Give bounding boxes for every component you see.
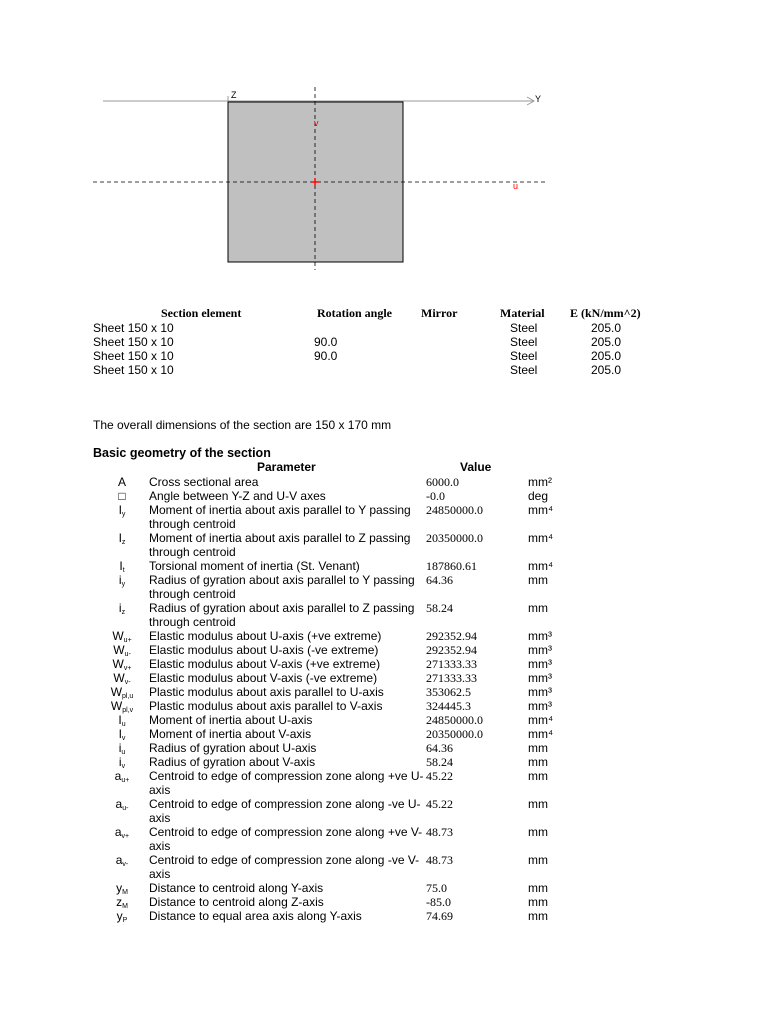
symbol-main: I [118, 531, 122, 545]
property-value: 45.22 [426, 797, 453, 811]
property-value: 292352.94 [426, 643, 477, 657]
property-unit: mm⁴ [528, 531, 554, 545]
element-material: Steel [510, 349, 538, 363]
property-symbol [110, 503, 134, 518]
property-value: -85.0 [426, 895, 451, 909]
symbol-main: i [118, 755, 122, 769]
property-symbol [110, 657, 134, 672]
property-unit: mm³ [528, 699, 552, 713]
property-description: Torsional moment of inertia (St. Venant) [149, 559, 360, 573]
property-unit: mm [528, 853, 548, 867]
symbol-main: a [115, 797, 123, 811]
header-mirror: Mirror [421, 306, 458, 320]
symbol-subscript: t [122, 567, 125, 574]
property-description: Distance to equal area axis along Y-axis [149, 909, 362, 923]
symbol-main: a [115, 853, 123, 867]
symbol-subscript: u+ [121, 777, 130, 784]
table-row [93, 335, 653, 349]
symbol-subscript: y [121, 511, 126, 518]
symbol-main: A [117, 475, 126, 489]
table-row [93, 349, 653, 363]
symbol-main: a [114, 769, 122, 783]
element-e: 205.0 [591, 363, 622, 377]
property-symbol [110, 853, 134, 868]
element-rotation: 90.0 [314, 335, 338, 349]
element-e: 205.0 [591, 321, 622, 335]
symbol-main: I [119, 559, 123, 573]
symbol-subscript: u- [124, 651, 131, 658]
property-description: Angle between Y-Z and U-V axes [149, 489, 326, 503]
element-rotation: 90.0 [314, 349, 338, 363]
symbol-subscript: v+ [121, 833, 130, 840]
property-symbol [110, 685, 134, 700]
symbol-main: I [118, 727, 122, 741]
basic-geometry-title: Basic geometry of the section [93, 446, 271, 460]
symbol-subscript: z [121, 609, 126, 616]
property-symbol [110, 601, 134, 616]
property-description: Radius of gyration about axis parallel to Z passing through centroid [149, 601, 415, 629]
property-symbol [110, 769, 134, 784]
property-unit: mm³ [528, 629, 552, 643]
property-unit: mm [528, 769, 548, 783]
property-description: Radius of gyration about V-axis [149, 755, 316, 769]
table-row [93, 363, 653, 377]
property-value: 324445.3 [426, 699, 471, 713]
symbol-main: W [113, 643, 125, 657]
property-description: Distance to centroid along Y-axis [149, 881, 324, 895]
property-unit: mm³ [528, 671, 552, 685]
property-unit: mm⁴ [528, 559, 554, 573]
symbol-subscript: v- [122, 861, 129, 868]
property-unit: mm [528, 881, 548, 895]
property-description: Centroid to edge of compression zone along -ve U-axis [149, 797, 421, 825]
symbol-main: z [116, 895, 123, 909]
property-description: Moment of inertia about U-axis [149, 713, 313, 727]
symbol-subscript: v+ [123, 665, 132, 672]
property-value: 20350000.0 [426, 531, 483, 545]
property-value: 292352.94 [426, 629, 477, 643]
property-symbol [110, 629, 134, 644]
property-value: 75.0 [426, 881, 447, 895]
property-description: Centroid to edge of compression zone along +ve U-axis [149, 769, 424, 797]
property-description: Elastic modulus about U-axis (-ve extreme) [149, 643, 379, 657]
element-name: Sheet 150 x 10 [93, 363, 174, 377]
property-unit: mm [528, 797, 548, 811]
property-unit: mm⁴ [528, 713, 554, 727]
property-symbol [110, 713, 134, 728]
property-unit: mm³ [528, 643, 552, 657]
property-description: Plastic modulus about axis parallel to U-axis [149, 685, 384, 699]
property-description: Moment of inertia about V-axis [149, 727, 312, 741]
property-value: 353062.5 [426, 685, 471, 699]
section-diagram [0, 0, 768, 300]
symbol-main: i [118, 601, 122, 615]
property-description: Plastic modulus about axis parallel to V-axis [149, 699, 383, 713]
property-symbol [110, 727, 134, 742]
property-value: 271333.33 [426, 671, 477, 685]
axis-v-label: v [314, 118, 319, 128]
symbol-subscript: u- [122, 805, 129, 812]
element-material: Steel [510, 321, 538, 335]
elements-table-header [93, 306, 653, 321]
property-description: Centroid to edge of compression zone along -ve V-axis [149, 853, 420, 881]
property-value: 24850000.0 [426, 503, 483, 517]
property-symbol [110, 741, 134, 756]
symbol-subscript: P [122, 917, 128, 924]
property-unit: deg [528, 489, 549, 503]
property-symbol [110, 909, 134, 924]
section-elements-table [93, 306, 653, 377]
property-value: 187860.61 [426, 559, 477, 573]
axis-y-label: Y [535, 94, 542, 104]
property-symbol [110, 671, 134, 686]
symbol-subscript: M [122, 889, 128, 896]
property-value: 48.73 [426, 825, 453, 839]
header-material: Material [500, 306, 545, 320]
property-unit: mm [528, 895, 548, 909]
property-symbol [110, 643, 134, 658]
element-e: 205.0 [591, 349, 622, 363]
symbol-subscript: pl,u [122, 693, 134, 700]
table-row [93, 321, 653, 335]
property-description: Moment of inertia about axis parallel to Y passing through centroid [149, 503, 411, 531]
symbol-main: W [110, 699, 123, 713]
property-symbol [110, 489, 134, 504]
symbol-subscript: u [121, 721, 126, 728]
element-material: Steel [510, 363, 538, 377]
value-header: Value [460, 460, 492, 474]
property-description: Elastic modulus about U-axis (+ve extreme) [149, 629, 382, 643]
symbol-main: I [118, 503, 122, 517]
element-material: Steel [510, 335, 538, 349]
symbol-subscript: u [121, 749, 126, 756]
property-value: 6000.0 [426, 475, 459, 489]
property-value: 48.73 [426, 853, 453, 867]
symbol-main: I [118, 713, 122, 727]
property-symbol [110, 531, 134, 546]
property-description: Radius of gyration about U-axis [149, 741, 317, 755]
property-value: 45.22 [426, 769, 453, 783]
property-description: Radius of gyration about axis parallel to Y passing through centroid [149, 573, 415, 601]
property-unit: mm [528, 601, 548, 615]
property-value: 24850000.0 [426, 713, 483, 727]
property-value: 64.36 [426, 741, 453, 755]
property-value: -0.0 [426, 489, 445, 503]
symbol-main: a [114, 825, 122, 839]
element-e: 205.0 [591, 335, 622, 349]
element-name: Sheet 150 x 10 [93, 349, 174, 363]
symbol-subscript: pl,v [122, 707, 134, 714]
property-symbol [110, 559, 134, 574]
property-value: 58.24 [426, 755, 453, 769]
property-description: Moment of inertia about axis parallel to Z passing through centroid [149, 531, 411, 559]
property-description: Cross sectional area [149, 475, 259, 489]
property-symbol [110, 755, 134, 770]
property-unit: mm [528, 573, 548, 587]
element-name: Sheet 150 x 10 [93, 321, 174, 335]
property-unit: mm [528, 755, 548, 769]
symbol-subscript: z [121, 539, 126, 546]
property-description: Elastic modulus about V-axis (-ve extreme) [149, 671, 378, 685]
property-unit: mm² [528, 475, 552, 489]
property-description: Distance to centroid along Z-axis [149, 895, 324, 909]
property-symbol [110, 699, 134, 714]
symbol-main: □ [118, 489, 126, 503]
property-unit: mm³ [528, 657, 552, 671]
symbol-subscript: v- [124, 679, 131, 686]
property-value: 58.24 [426, 601, 453, 615]
header-e-modulus: E (kN/mm^2) [570, 306, 641, 320]
property-symbol [110, 895, 134, 910]
property-unit: mm³ [528, 685, 552, 699]
parameter-header: Parameter [257, 460, 316, 474]
element-name: Sheet 150 x 10 [93, 335, 174, 349]
overall-dimensions-text: The overall dimensions of the section are 150 x 170 mm [93, 418, 392, 432]
symbol-main: W [110, 685, 123, 699]
symbol-subscript: v [121, 763, 126, 770]
property-description: Elastic modulus about V-axis (+ve extreme) [149, 657, 381, 671]
symbol-main: W [112, 629, 124, 643]
property-unit: mm [528, 825, 548, 839]
symbol-main: y [116, 909, 123, 923]
symbol-main: y [116, 881, 123, 895]
property-description: Centroid to edge of compression zone along +ve V-axis [149, 825, 423, 853]
property-value: 74.69 [426, 909, 453, 923]
property-symbol [110, 797, 134, 812]
axis-u-label: u [513, 181, 519, 191]
symbol-main: W [113, 671, 125, 685]
property-symbol [110, 825, 134, 840]
property-unit: mm⁴ [528, 503, 554, 517]
header-rotation-angle: Rotation angle [317, 306, 392, 320]
property-unit: mm [528, 909, 548, 923]
header-section-element: Section element [161, 306, 242, 320]
symbol-main: W [112, 657, 124, 671]
property-unit: mm [528, 741, 548, 755]
property-value: 271333.33 [426, 657, 477, 671]
symbol-main: i [118, 741, 122, 755]
symbol-subscript: M [122, 903, 128, 910]
property-symbol [110, 881, 134, 896]
property-value: 20350000.0 [426, 727, 483, 741]
property-symbol [110, 573, 134, 588]
property-value: 64.36 [426, 573, 453, 587]
property-unit: mm⁴ [528, 727, 554, 741]
symbol-subscript: u+ [123, 637, 132, 644]
symbol-subscript: y [121, 581, 126, 588]
axis-z-label: Z [231, 90, 237, 100]
symbol-subscript: v [121, 735, 126, 742]
property-symbol [110, 475, 134, 490]
symbol-main: i [118, 573, 122, 587]
